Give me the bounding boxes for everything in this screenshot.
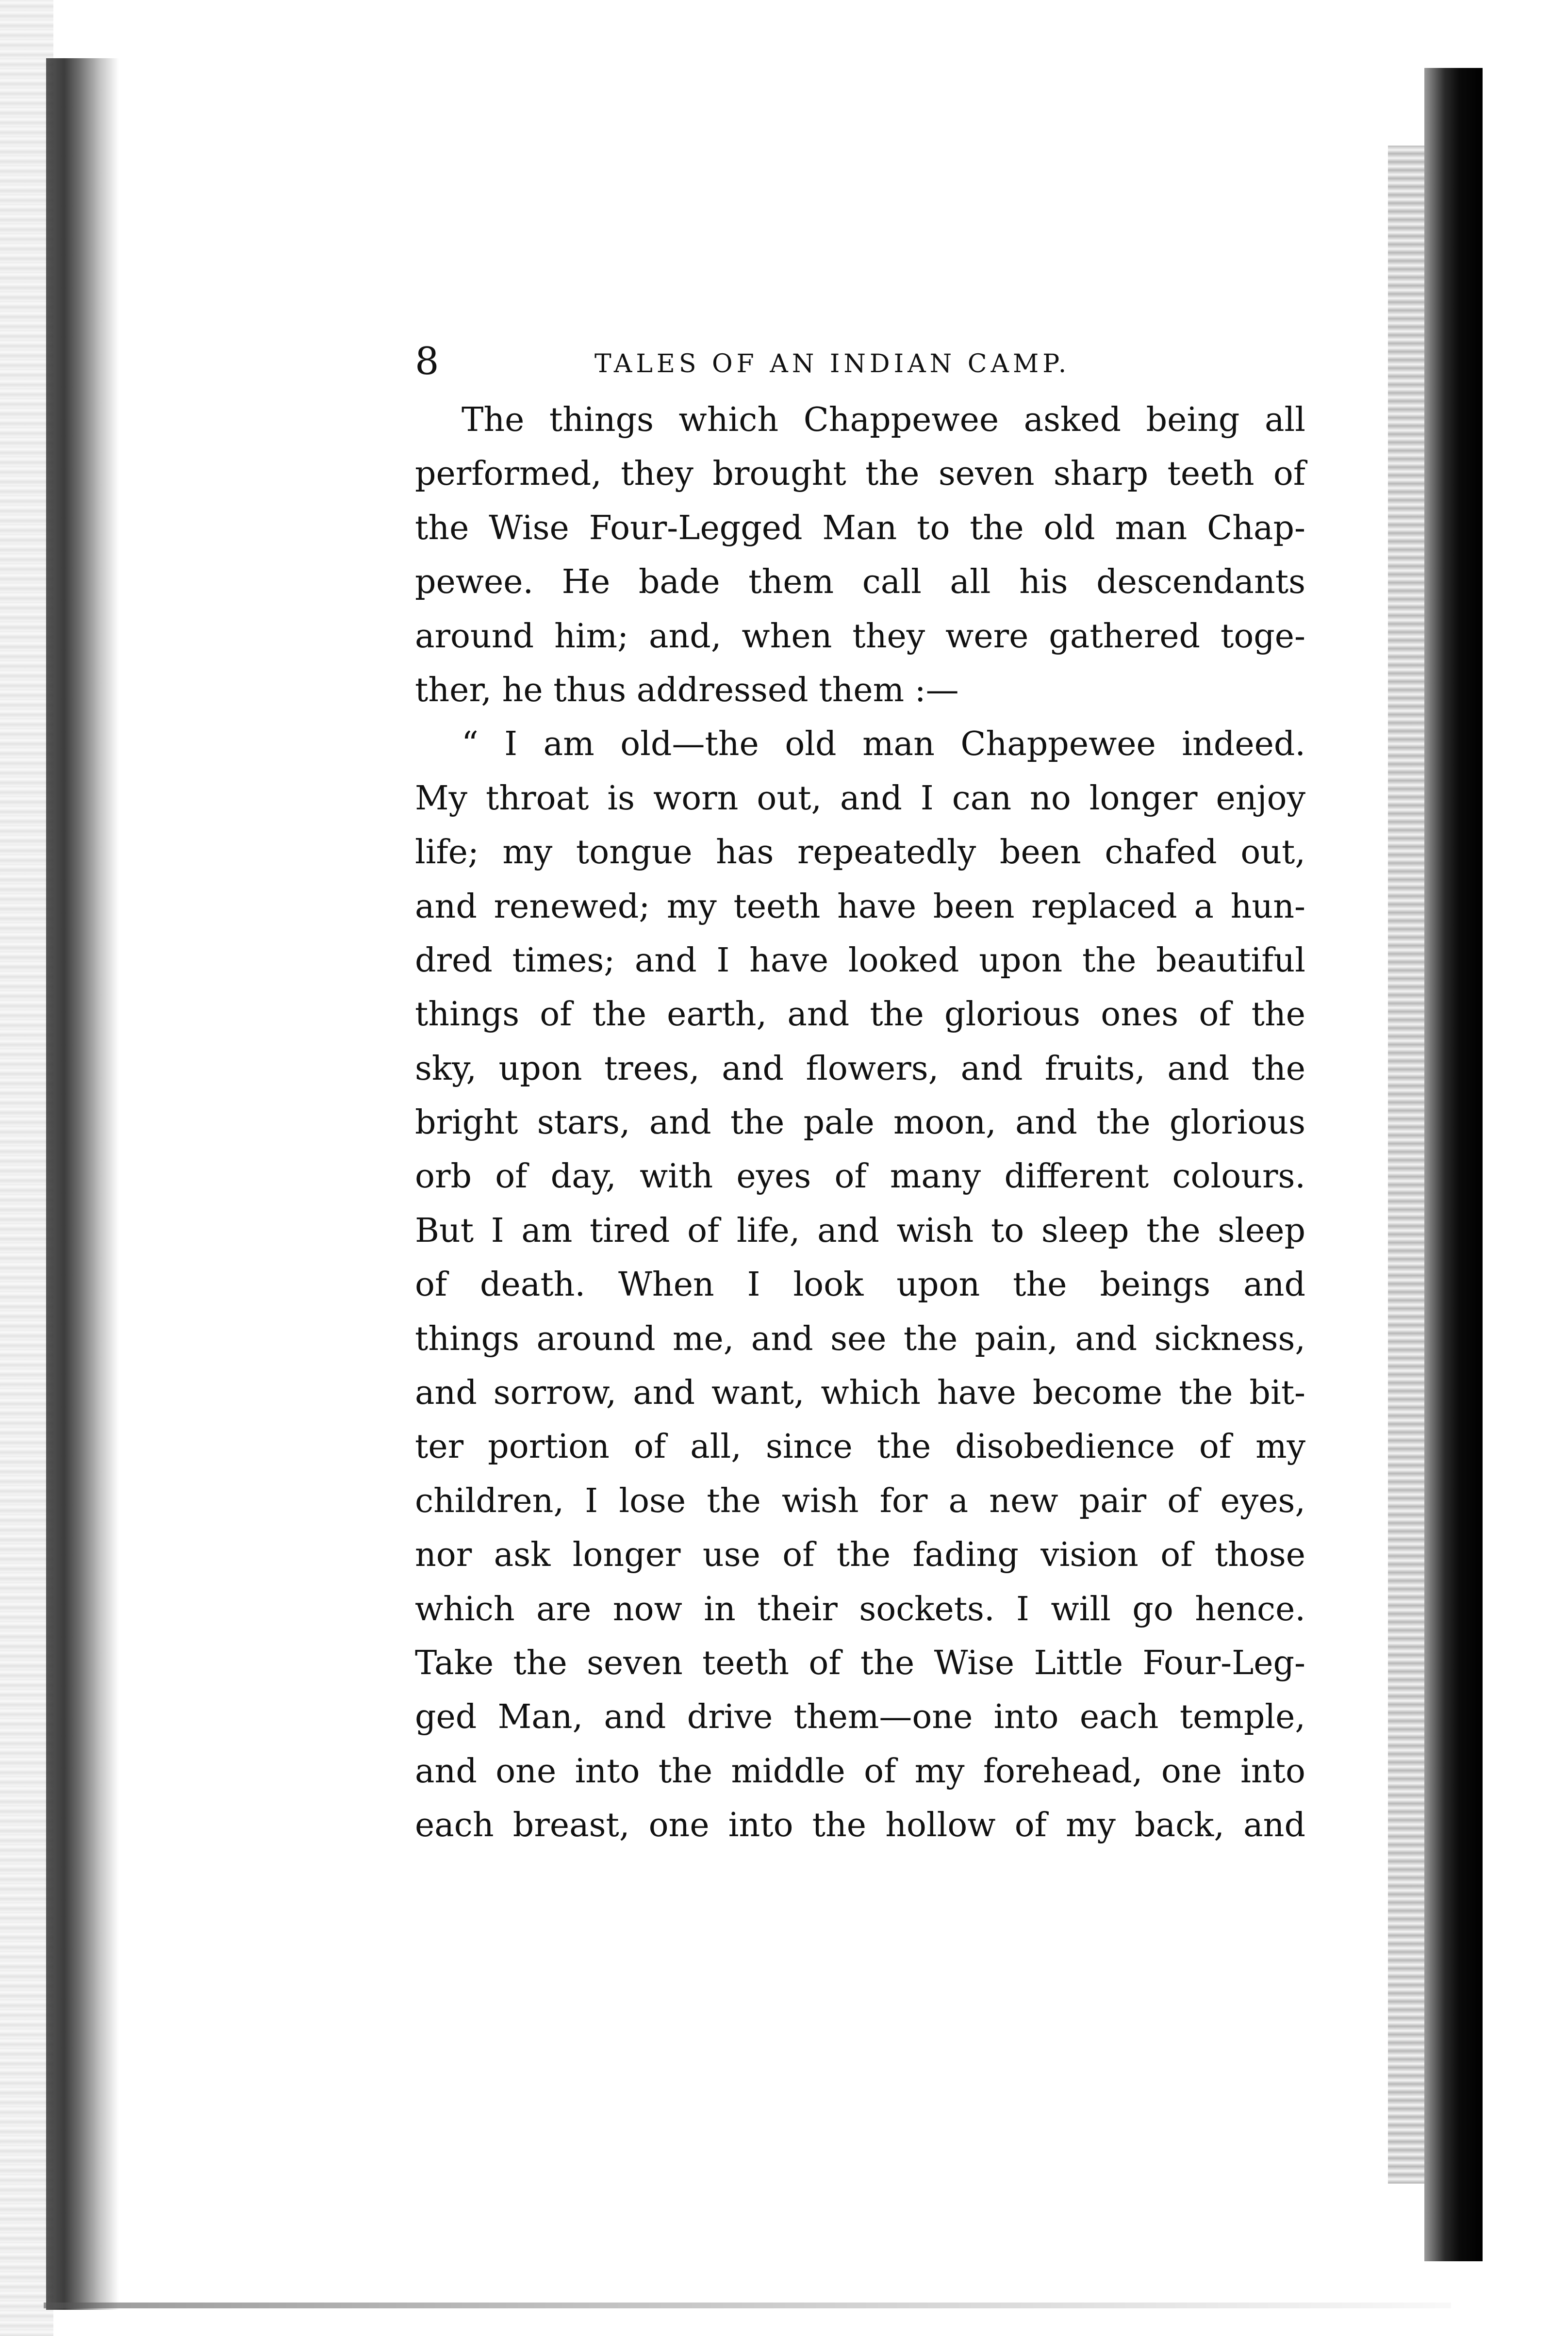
text-line: ther, he thus addressed them :— bbox=[415, 671, 959, 709]
text-line: the Wise Four-Legged Man to the old man Chap- bbox=[415, 509, 1305, 547]
text-line: Take the seven teeth of the Wise Little Four-Leg- bbox=[415, 1644, 1305, 1682]
running-head-title: TALES OF AN INDIAN CAMP. bbox=[594, 349, 1071, 378]
text-line: The things which Chappewee asked being all bbox=[462, 401, 1305, 439]
text-line: nor ask longer use of the fading vision of those bbox=[415, 1536, 1305, 1575]
text-line: “ I am old—the old man Chappewee indeed. bbox=[462, 725, 1305, 764]
text-line: and sorrow, and want, which have become the bit- bbox=[415, 1374, 1305, 1413]
text-line: sky, upon trees, and flowers, and fruits, and the bbox=[415, 1049, 1305, 1088]
page-right-gutter bbox=[1388, 146, 1427, 2184]
page-number: 8 bbox=[415, 340, 439, 383]
text-line: of death. When I look upon the beings and bbox=[415, 1266, 1305, 1304]
text-line: children, I lose the wish for a new pair of eyes, bbox=[415, 1481, 1305, 1520]
binding-shadow bbox=[46, 58, 119, 2310]
text-line: life; my tongue has repeatedly been chafed out, bbox=[415, 833, 1305, 872]
text-line: But I am tired of life, and wish to sleep the sleep bbox=[415, 1211, 1305, 1250]
text-line: orb of day, with eyes of many different colours. bbox=[415, 1157, 1305, 1196]
text-line: My throat is worn out, and I can no longer enjoy bbox=[415, 779, 1305, 818]
text-line: and one into the middle of my forehead, one into bbox=[415, 1752, 1305, 1791]
running-head bbox=[415, 330, 1305, 393]
text-line: ged Man, and drive them—one into each temple, bbox=[415, 1698, 1305, 1737]
text-line: each breast, one into the hollow of my back, and bbox=[415, 1806, 1305, 1845]
text-line: bright stars, and the pale moon, and the glorious bbox=[415, 1103, 1305, 1142]
text-line: dred times; and I have looked upon the beautiful bbox=[415, 941, 1305, 980]
page-right-edge bbox=[1424, 68, 1483, 2261]
text-line: things around me, and see the pain, and sickness, bbox=[415, 1319, 1305, 1358]
text-line: things of the earth, and the glorious ones of the bbox=[415, 995, 1305, 1034]
text-line: around him; and, when they were gathered toge- bbox=[415, 617, 1305, 656]
page-bottom-edge bbox=[44, 2303, 1451, 2308]
page-left-edge bbox=[0, 0, 53, 2336]
text-line: and renewed; my teeth have been replaced a hun- bbox=[415, 887, 1305, 926]
body-text bbox=[415, 393, 1305, 1853]
text-line: which are now in their sockets. I will go hence. bbox=[415, 1590, 1305, 1629]
text-line: pewee. He bade them call all his descendants bbox=[415, 563, 1305, 602]
text-line: ter portion of all, since the disobedience of my bbox=[415, 1428, 1305, 1466]
book-page bbox=[415, 330, 1305, 1853]
text-line: performed, they brought the seven sharp teeth of bbox=[415, 455, 1305, 494]
